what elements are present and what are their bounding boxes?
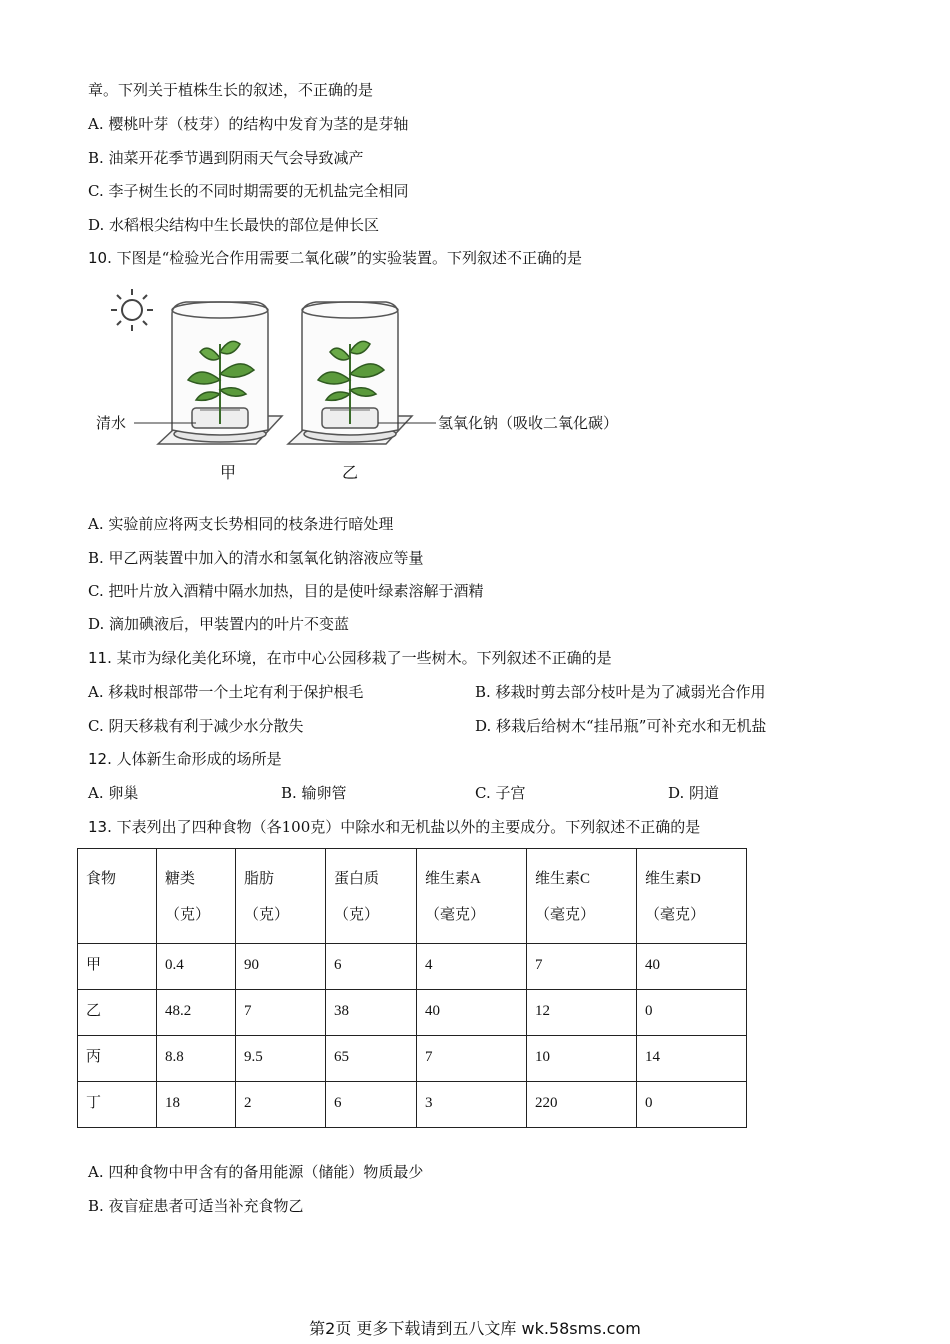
table-cell: 乙	[78, 990, 157, 1036]
q9-option-d: D. 水稻根尖结构中生长最快的部位是伸长区	[88, 216, 380, 234]
q10-stem-line	[88, 248, 582, 268]
q11-option-b: B. 移栽时剪去部分枝叶是为了减弱光合作用	[475, 683, 766, 701]
table-cell: 6	[326, 1082, 417, 1128]
q9-option-a: A. 樱桃叶芽（枝芽）的结构中发育为茎的是芽轴	[88, 115, 409, 133]
q11-stem: 某市为绿化美化环境，在市中心公园移栽了一些树木。下列叙述不正确的是	[116, 649, 612, 667]
q11-stem-line	[88, 648, 612, 668]
q12-option-b: B. 输卵管	[281, 784, 347, 802]
label-jia: 甲	[220, 463, 237, 482]
q13-stem: 下表列出了四种食物（各100克）中除水和无机盐以外的主要成分。下列叙述不正确的是	[116, 818, 701, 836]
experiment-illustration	[96, 284, 696, 484]
q12-stem-line	[88, 749, 282, 769]
table-cell: 7	[417, 1036, 527, 1082]
table-cell: 丙	[78, 1036, 157, 1082]
table-cell: 0	[637, 1082, 747, 1128]
table-cell: 丁	[78, 1082, 157, 1128]
q10-stem: 下图是“检验光合作用需要二氧化碳”的实验装置。下列叙述不正确的是	[116, 249, 582, 267]
table-cell: 14	[637, 1036, 747, 1082]
page-footer: 第2页 更多下载请到五八文库 wk.58sms.com	[309, 1319, 641, 1338]
q12-option-d: D. 阴道	[668, 784, 720, 802]
label-water: 清水	[96, 414, 127, 432]
table-cell: 38	[326, 990, 417, 1036]
table-cell: 48.2	[157, 990, 236, 1036]
table-cell: 6	[326, 944, 417, 990]
sun-icon	[111, 289, 153, 331]
q11-option-c: C. 阴天移栽有利于减少水分散失	[88, 717, 304, 735]
table-cell: 18	[157, 1082, 236, 1128]
header-cell: 蛋白质 （克）	[326, 849, 417, 944]
q12-number: 12.	[88, 750, 112, 768]
table-cell: 12	[527, 990, 637, 1036]
label-yi: 乙	[342, 463, 359, 482]
q10-option-d: D. 滴加碘液后，甲装置内的叶片不变蓝	[88, 615, 350, 633]
table-cell: 甲	[78, 944, 157, 990]
table-row	[78, 990, 747, 1036]
q12-stem: 人体新生命形成的场所是	[116, 750, 282, 768]
q10-option-b: B. 甲乙两装置中加入的清水和氢氧化钠溶液应等量	[88, 549, 424, 567]
header-cell: 糖类 （克）	[157, 849, 236, 944]
header-cell: 脂肪 （克）	[236, 849, 326, 944]
table-cell: 2	[236, 1082, 326, 1128]
q10-option-c: C. 把叶片放入酒精中隔水加热，目的是使叶绿素溶解于酒精	[88, 582, 484, 600]
table-cell: 3	[417, 1082, 527, 1128]
table-cell: 4	[417, 944, 527, 990]
label-naoh: 氢氧化钠（吸收二氧化碳）	[438, 414, 619, 432]
q9-option-c: C. 李子树生长的不同时期需要的无机盐完全相同	[88, 182, 409, 200]
table-cell: 0	[637, 990, 747, 1036]
q10-option-a: A. 实验前应将两支长势相同的枝条进行暗处理	[88, 515, 394, 533]
q12-option-c: C. 子宫	[475, 784, 526, 802]
header-cell: 食物	[78, 849, 157, 944]
q11-option-a: A. 移栽时根部带一个土坨有利于保护根毛	[88, 683, 364, 701]
q13-option-a: A. 四种食物中甲含有的备用能源（储能）物质最少	[88, 1163, 424, 1181]
table-cell: 8.8	[157, 1036, 236, 1082]
table-cell: 9.5	[236, 1036, 326, 1082]
q10-number: 10.	[88, 249, 112, 267]
q13-option-b: B. 夜盲症患者可适当补充食物乙	[88, 1197, 304, 1215]
header-cell: 维生素D （毫克）	[637, 849, 747, 944]
table-cell: 40	[417, 990, 527, 1036]
table-header-row	[78, 849, 747, 944]
table-row	[78, 1036, 747, 1082]
q13-number: 13.	[88, 818, 112, 836]
table-cell: 0.4	[157, 944, 236, 990]
table-row	[78, 944, 747, 990]
table-cell: 7	[527, 944, 637, 990]
table-cell: 220	[527, 1082, 637, 1128]
header-cell: 维生素C （毫克）	[527, 849, 637, 944]
q9-stem: 章。下列关于植株生长的叙述，不正确的是	[88, 81, 374, 99]
q11-number: 11.	[88, 649, 112, 667]
table-cell: 40	[637, 944, 747, 990]
food-nutrition-table	[77, 848, 747, 1128]
table-cell: 65	[326, 1036, 417, 1082]
table-cell: 10	[527, 1036, 637, 1082]
table-cell: 7	[236, 990, 326, 1036]
q9-option-b: B. 油菜开花季节遇到阴雨天气会导致减产	[88, 149, 364, 167]
q12-option-a: A. 卵巢	[88, 784, 139, 802]
table-row	[78, 1082, 747, 1128]
q13-stem-line	[88, 817, 700, 837]
q11-option-d: D. 移栽后给树木“挂吊瓶”可补充水和无机盐	[475, 717, 767, 735]
header-cell: 维生素A （毫克）	[417, 849, 527, 944]
q10-experiment-figure	[96, 284, 696, 484]
table-cell: 90	[236, 944, 326, 990]
